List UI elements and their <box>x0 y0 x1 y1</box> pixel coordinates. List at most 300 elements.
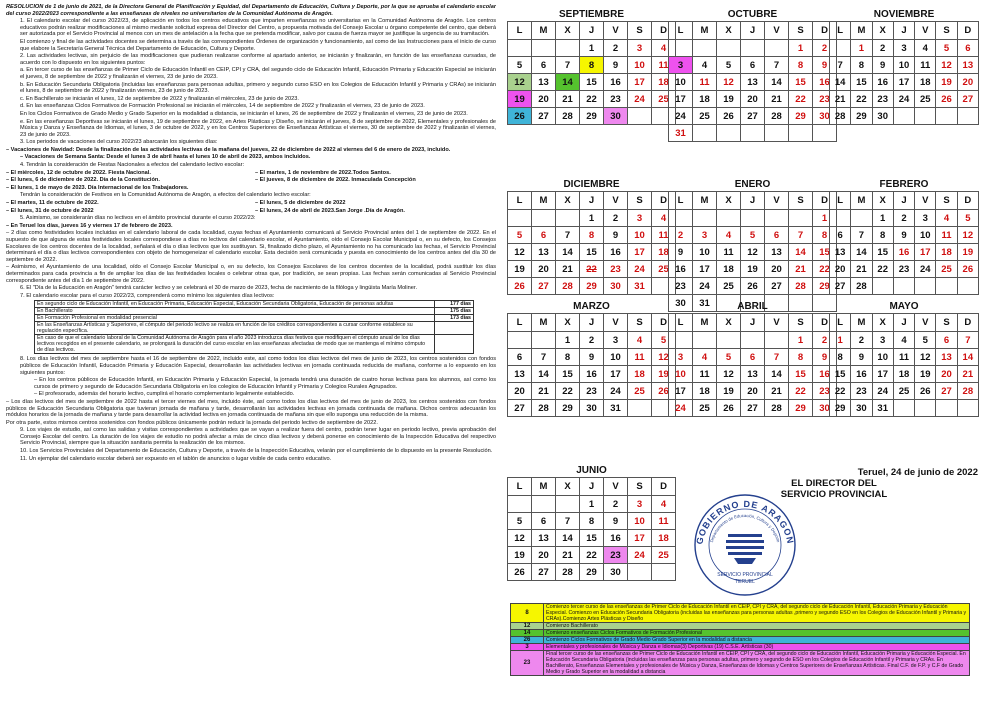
day-cell: 22 <box>789 383 813 400</box>
fiesta-1: – El miércoles, 12 de octubre de 2022. Fiesta Nacional. <box>6 169 151 176</box>
day-cell: 17 <box>628 244 652 261</box>
lective-row-text: En Formación Profesional en modalidad presencial <box>35 315 435 322</box>
day-cell: 19 <box>508 547 532 564</box>
lective-row <box>35 315 474 322</box>
day-cell: 19 <box>652 366 676 383</box>
weekday-header: J <box>580 478 604 496</box>
day-cell: 5 <box>508 227 532 244</box>
weekday-header: X <box>556 478 580 496</box>
month-title: DICIEMBRE <box>563 179 620 190</box>
day-cell: 4 <box>693 57 717 74</box>
day-cell: 15 <box>830 366 851 383</box>
month-title: MARZO <box>573 301 610 312</box>
month-title: ENERO <box>734 179 771 190</box>
empty-cell <box>717 125 741 142</box>
day-cell: 3 <box>893 40 914 57</box>
day-cell: 31 <box>872 400 893 417</box>
day-cell: 17 <box>872 366 893 383</box>
weekday-header: J <box>741 192 765 210</box>
day-cell: 22 <box>580 91 604 108</box>
day-cell: 4 <box>652 496 676 513</box>
day-cell: 2 <box>872 40 893 57</box>
day-cell: 17 <box>915 244 936 261</box>
day-cell: 8 <box>580 227 604 244</box>
day-cell: 13 <box>741 74 765 91</box>
day-cell: 16 <box>669 261 693 278</box>
empty-cell <box>765 40 789 57</box>
day-cell: 13 <box>532 530 556 547</box>
day-cell: 11 <box>693 74 717 91</box>
para-8a: – En los centros públicos de Educación Infantil, en Educación Primaria y Educación Especial, la jornada tendrá una duración de cuatro horas lectivas para los alumnos, así como los cursos de primero y segundo de Educación Secundaria Obligatoria en los colegios de Educación Infantil y Primaria y Colegios Rurales Agrupados. <box>34 377 496 390</box>
day-cell: 30 <box>669 295 693 312</box>
day-cell: 6 <box>765 227 789 244</box>
day-cell: 11 <box>652 513 676 530</box>
day-cell: 6 <box>532 227 556 244</box>
legend-text: Comienzo Ciclos Formativos de Grado Medio Grado Superior en la modalidad a distancia <box>544 637 970 644</box>
day-cell: 25 <box>652 91 676 108</box>
para-2c: c. En Bachillerato se iniciarán el lunes, 12 de septiembre de 2022 y finalizarán el miércoles, 23 de junio de 2023. <box>20 95 299 102</box>
day-cell: 27 <box>765 278 789 295</box>
day-cell: 6 <box>532 57 556 74</box>
weekday-header: M <box>693 314 717 332</box>
fiesta-5: – El lunes, 1 de mayo de 2023. Día Internacional de los Trabajadores. <box>6 184 189 191</box>
day-cell: 5 <box>508 57 532 74</box>
sign-date: Teruel, 24 de junio de 2022 <box>857 467 978 478</box>
day-cell: 14 <box>789 244 813 261</box>
day-cell: 15 <box>580 530 604 547</box>
day-cell: 16 <box>604 244 628 261</box>
day-cell: 20 <box>532 547 556 564</box>
day-cell: 27 <box>532 278 556 295</box>
legend-row <box>511 637 970 644</box>
day-cell: 1 <box>789 332 813 349</box>
lective-row-text: En segundo ciclo de Educación Infantil, en Educación Primaria, Educación Especial, Educación Secundaria Obligatoria, Educación de personas adultas <box>35 301 435 308</box>
weekday-header: V <box>915 192 936 210</box>
lective-row-text: En Bachillerato <box>35 308 435 315</box>
month-abril <box>668 300 837 417</box>
day-cell: 25 <box>717 278 741 295</box>
day-cell: 26 <box>741 278 765 295</box>
day-cell: 7 <box>765 57 789 74</box>
day-cell: 21 <box>830 91 851 108</box>
day-cell: 4 <box>652 210 676 227</box>
day-cell: 6 <box>957 40 978 57</box>
lective-row-days: 173 días <box>435 315 474 322</box>
empty-cell <box>508 332 532 349</box>
day-cell: 24 <box>604 383 628 400</box>
day-cell: 9 <box>813 57 837 74</box>
day-cell: 13 <box>741 366 765 383</box>
festivo-3: – El lunes, 31 de octubre de 2022 <box>6 207 94 214</box>
day-cell: 14 <box>765 366 789 383</box>
weekday-header: L <box>669 22 693 40</box>
day-cell: 26 <box>508 564 532 581</box>
day-cell: 18 <box>693 383 717 400</box>
day-cell: 21 <box>765 91 789 108</box>
weekday-header: J <box>580 22 604 40</box>
legend-swatch: 8 <box>511 604 544 623</box>
day-cell: 24 <box>669 108 693 125</box>
day-cell: 16 <box>872 74 893 91</box>
weekday-header: L <box>830 314 851 332</box>
day-cell: 1 <box>580 40 604 57</box>
day-cell: 20 <box>957 74 978 91</box>
day-cell: 2 <box>604 210 628 227</box>
day-cell: 12 <box>717 74 741 91</box>
day-cell: 28 <box>851 278 872 295</box>
empty-cell <box>693 125 717 142</box>
resolution-text <box>6 4 496 702</box>
weekday-header: M <box>851 314 872 332</box>
day-cell: 16 <box>604 74 628 91</box>
para-9: 9. Los viajes de estudio, así como las salidas y visitas correspondientes a actividades que se vayan a realizar fuera del centro, podrán tener lugar en periodo lectivo, previa aprobación del Consejo Escolar del centro. La duración de los viajes de estudio no podrá afectar a más de cinco días lectivos y deberá ponerse en conocimiento de la Inspección Educativa del respectivo Servicio Provincial, siempre que la situación sanitaria permita la realización de los mismos. <box>20 427 496 447</box>
day-cell: 27 <box>936 383 957 400</box>
para-2a: a. En tercer curso de las enseñanzas de Primer Ciclo de Educación Infantil en CEIP, CPI y CRA, del segundo ciclo de Educación Infantil, Educación Primaria y Educación Especial se iniciarán el jueves, 8 de septiembre de 2022 y finalizarán el viernes, 23 de junio de 2023. <box>20 67 496 80</box>
month-diciembre <box>507 178 676 295</box>
day-cell: 28 <box>830 108 851 125</box>
weekday-header: D <box>957 192 978 210</box>
day-cell: 26 <box>508 108 532 125</box>
empty-cell <box>830 40 851 57</box>
para-5c: – Asimismo, el Ayuntamiento de una localidad, oído el Consejo Escolar Municipal o, en su defecto, los Consejos Escolares de los centros docentes de la localidad, podrá sustituir los días determinados para cada provincia a fin de ampliar los días de las festividades locales o celebrar otras que, por tradición, se sean propias. Las fechas serán comunicadas al Servicio Provincial correspondiente antes del día 1 de septiembre de 2022. <box>6 264 496 284</box>
day-cell: 3 <box>693 227 717 244</box>
weekday-header: X <box>872 22 893 40</box>
day-cell: 2 <box>580 332 604 349</box>
empty-cell <box>915 278 936 295</box>
empty-cell <box>532 40 556 57</box>
weekday-header: V <box>604 22 628 40</box>
para-2f: e. En las enseñanzas Deportivas se iniciarán el lunes, 19 de septiembre de 2022, en Artes Plásticas y Diseño, se iniciarán el jueves, 8 de septiembre de 2022, Elementales y profesionales de Música y Danza y Enseñanza de Idiomas, el lunes, 3 de octubre de 2022, y en los Centros Superiores de Enseñanzas Artísticas el viernes, 30 de septiembre de 2022 y finalizarán el viernes, 23 de junio de 2023. <box>20 118 496 138</box>
day-cell: 14 <box>556 244 580 261</box>
weekday-header: D <box>652 192 676 210</box>
day-cell: 10 <box>669 74 693 91</box>
empty-cell <box>508 496 532 513</box>
weekday-header: L <box>508 478 532 496</box>
empty-cell <box>936 108 957 125</box>
day-cell: 11 <box>628 349 652 366</box>
day-cell: 11 <box>936 227 957 244</box>
empty-cell <box>669 40 693 57</box>
weekday-header: J <box>580 314 604 332</box>
day-cell: 24 <box>628 547 652 564</box>
legend-text: Comienzo tercer curso de las enseñanzas de Primer Ciclo de Educación Infantil en CEIP, CPI y CRA, del segundo ciclo de Educación Infantil, Educación Primaria y Educación Especial. Comienzo en Educación Secundaria Obligatoria (incluidas las enseñanzas para personas adultas ,primero y segundo ESO en los Colegios de Educación Infantil y Primaria y CRAs).Comienzo Artes Plásticas y Diseño <box>544 604 970 623</box>
empty-cell <box>893 108 914 125</box>
day-cell: 25 <box>652 261 676 278</box>
day-cell: 14 <box>765 74 789 91</box>
day-cell: 8 <box>580 513 604 530</box>
weekday-header: S <box>936 314 957 332</box>
day-cell: 26 <box>508 278 532 295</box>
day-cell: 17 <box>604 366 628 383</box>
day-cell: 13 <box>532 244 556 261</box>
empty-cell <box>652 564 676 581</box>
day-cell: 22 <box>580 547 604 564</box>
day-cell: 15 <box>813 244 837 261</box>
day-cell: 30 <box>580 400 604 417</box>
official-seal <box>690 490 800 600</box>
day-cell: 15 <box>789 74 813 91</box>
festivo-4: – El lunes, 24 de abril de 2023.San Jorge .Día de Aragón. <box>255 207 405 214</box>
month-febrero <box>829 178 979 295</box>
month-title: ABRIL <box>737 301 768 312</box>
empty-cell <box>508 210 532 227</box>
day-cell: 27 <box>508 400 532 417</box>
day-cell: 22 <box>872 261 893 278</box>
day-cell: 7 <box>851 227 872 244</box>
day-cell: 10 <box>693 244 717 261</box>
day-cell: 22 <box>813 261 837 278</box>
lective-row-days <box>435 322 474 335</box>
day-cell: 23 <box>851 383 872 400</box>
weekday-header: S <box>628 314 652 332</box>
day-cell: 21 <box>789 261 813 278</box>
fiesta-2: – El martes, 1 de noviembre de 2022.Todos Santos. <box>255 169 391 176</box>
legend-row <box>511 644 970 651</box>
empty-cell <box>765 332 789 349</box>
day-cell: 25 <box>628 383 652 400</box>
legend-row <box>511 630 970 637</box>
weekday-header: S <box>936 22 957 40</box>
day-cell: 5 <box>717 57 741 74</box>
day-cell: 26 <box>957 261 978 278</box>
day-cell: 7 <box>957 332 978 349</box>
weekday-header: X <box>717 314 741 332</box>
day-cell: 29 <box>580 108 604 125</box>
day-cell: 25 <box>652 547 676 564</box>
day-cell: 2 <box>604 40 628 57</box>
day-cell: 21 <box>957 366 978 383</box>
weekday-header: L <box>508 22 532 40</box>
para-8: 8. Los días lectivos del mes de septiembre hasta el 16 de septiembre de 2022, incluido este, así como todos los días lectivos del mes de junio de 2023, los centros sostenidos con fondos públicos de Educación Infantil, Educación Primaria y Educación Especial, desarrollarán las actividades lectivas en jornada continuada reducida de mañana, conforme a lo expuesto en los siguientes puntos: <box>20 356 496 376</box>
para-5: 5. Asimismo, se considerarán días no lectivos en el ámbito provincial durante el curso 2022/23: <box>20 215 256 222</box>
day-cell: 19 <box>936 74 957 91</box>
day-cell: 2 <box>813 40 837 57</box>
day-cell: 17 <box>628 74 652 91</box>
day-cell: 20 <box>532 261 556 278</box>
day-cell: 20 <box>532 91 556 108</box>
day-cell: 16 <box>813 74 837 91</box>
month-title: MAYO <box>889 301 919 312</box>
day-cell: 24 <box>628 261 652 278</box>
empty-cell <box>717 210 741 227</box>
empty-cell <box>628 564 652 581</box>
legend-text: Final tercer curso de las enseñanzas de Primer Ciclo de Educación Infantil en CEIP, CPI y CRA, del segundo ciclo de Educación Infantil, Educación Primaria y Educación Especial. En Educación Secundaria Obligatoria (incluidas las enseñanzas para personas adultas, primero y segundo de ESO en los Colegios de Educación Infantil y Primaria y CRAs. En Bachillerato, Enseñanzas Elementales y profesionales de Música y Danza, Enseñanzas de Idiomas y Centros Superiores de Enseñanzas Artísticas. Final C.F. de F.P. y C.F de Grado Medio y Grado Superior en la modalidad a distancia <box>544 651 970 676</box>
day-cell: 1 <box>580 496 604 513</box>
seal-top-text: GOBIERNO DE ARAGON <box>694 498 796 546</box>
empty-cell <box>717 40 741 57</box>
day-cell: 21 <box>765 383 789 400</box>
lective-row <box>35 308 474 315</box>
day-cell: 4 <box>628 332 652 349</box>
legend-swatch: 26 <box>511 637 544 644</box>
day-cell: 9 <box>813 349 837 366</box>
weekday-header: S <box>628 478 652 496</box>
day-cell: 28 <box>556 564 580 581</box>
day-cell: 31 <box>628 278 652 295</box>
day-cell: 24 <box>893 91 914 108</box>
empty-cell <box>628 400 652 417</box>
para-11: 11. Un ejemplar del calendario escolar deberá ser expuesto en el tablón de anuncios o lugar visible de cada centro educativo. <box>20 455 332 462</box>
day-cell: 9 <box>893 227 914 244</box>
weekday-header: J <box>741 22 765 40</box>
day-cell: 9 <box>580 349 604 366</box>
day-cell: 23 <box>604 91 628 108</box>
day-cell: 2 <box>851 332 872 349</box>
day-cell: 23 <box>580 383 604 400</box>
weekday-header: J <box>893 192 914 210</box>
day-cell: 8 <box>789 349 813 366</box>
day-cell: 19 <box>508 261 532 278</box>
day-cell: 30 <box>872 108 893 125</box>
day-cell: 18 <box>628 366 652 383</box>
day-cell: 16 <box>893 244 914 261</box>
day-cell: 26 <box>717 108 741 125</box>
para-4b: Tendrán la consideración de Festivos en la Comunidad Autónoma de Aragón, a efectos del calendario lectivo escolar: <box>20 192 311 199</box>
legend-text: Comienzo enseñanzas Ciclos Formativos de Formación Profesional <box>544 630 970 637</box>
day-cell: 6 <box>741 57 765 74</box>
weekday-header: M <box>532 314 556 332</box>
para-2b: b. En Educación Secundaria Obligatoria (incluidas las enseñanzas para personas adultas, primero y segundo curso ESO en los Colegios de Educación Infantil y Primaria y CRAs) se iniciarán el lunes, 8 de septiembre de 2022 y finalizarán viernes, 23 de junio de 2023. <box>20 81 496 95</box>
legend-text: Elementales y profesionales de Música y Danza e Idiomas(3) Deportivas (19) C.S.E. Artísticas (30) <box>544 644 970 651</box>
weekday-header: V <box>915 22 936 40</box>
empty-cell <box>628 108 652 125</box>
day-cell: 7 <box>532 349 556 366</box>
para-1: 1. El calendario escolar del curso 2022/23, de aplicación en todos los centros educativos que imparten enseñanzas no universitarias en la Comunidad Autónoma de Aragón. Los centros educativos podrán realizar modificaciones al mismo mediante solicitud expresa del Director del Centro, a propuesta motivada del Consejo Escolar u órgano competente del centro, que deberá ser autorizada por el Servicio Provincial al menos con un mes de antelación a la fecha que se pretenda modificar, salvo por causa de fuerza mayor se justifique la urgencia de su tramitación. <box>20 18 496 38</box>
empty-cell <box>765 125 789 142</box>
day-cell: 28 <box>789 278 813 295</box>
day-cell: 29 <box>789 400 813 417</box>
empty-cell <box>830 210 851 227</box>
para-8b: – El profesorado, además del horario lectivo, cumplirá el horario complementario legalmente establecido. <box>34 391 295 398</box>
day-cell: 15 <box>580 244 604 261</box>
weekday-header: V <box>765 22 789 40</box>
day-cell: 4 <box>936 210 957 227</box>
day-cell: 3 <box>628 496 652 513</box>
day-cell: 6 <box>741 349 765 366</box>
day-cell: 1 <box>580 210 604 227</box>
legend-swatch: 14 <box>511 630 544 637</box>
empty-cell <box>957 278 978 295</box>
weekday-header: V <box>604 478 628 496</box>
empty-cell <box>893 400 914 417</box>
para-2e: En los Ciclos Formativos de Grado Medio y Grado Superior en la modalidad a distancia, se iniciarán el lunes, 26 de septiembre de 2022 y finalizarán el viernes, 23 de junio de 2023. <box>20 110 468 117</box>
day-cell: 30 <box>604 278 628 295</box>
day-cell: 9 <box>851 349 872 366</box>
day-cell: 13 <box>957 57 978 74</box>
day-cell: 26 <box>717 400 741 417</box>
day-cell: 9 <box>669 244 693 261</box>
day-cell: 22 <box>851 91 872 108</box>
para-3b: – Vacaciones de Semana Santa: Desde el lunes 3 de abril hasta el lunes 10 de abril de 2023, ambos incluidos. <box>20 154 311 161</box>
legend-swatch: 23 <box>511 651 544 676</box>
day-cell: 6 <box>830 227 851 244</box>
day-cell: 11 <box>652 57 676 74</box>
empty-cell <box>669 210 693 227</box>
festivo-1: – El martes, 11 de octubre de 2022. <box>6 200 99 207</box>
empty-cell <box>765 210 789 227</box>
day-cell: 28 <box>765 108 789 125</box>
day-cell: 21 <box>556 261 580 278</box>
fiesta-3: – El lunes, 6 de diciembre de 2022. Día de la Constitución. <box>6 177 160 184</box>
day-cell: 18 <box>652 74 676 91</box>
empty-cell <box>556 40 580 57</box>
empty-cell <box>741 332 765 349</box>
weekday-header: J <box>741 314 765 332</box>
weekday-header: M <box>851 192 872 210</box>
day-cell: 5 <box>915 332 936 349</box>
month-title: OCTUBRE <box>727 9 778 20</box>
month-title: NOVIEMBRE <box>873 9 935 20</box>
sign-title-2: SERVICIO PROVINCIAL <box>780 489 888 500</box>
para-5b: – 2 días como festividades locales incluidas en el calendario laboral de cada localidad, cuyas fechas el Ayuntamiento comunicará al Servicio Provincial antes del 1 de septiembre de 2022. En el supuesto de que alguna de estas festividades locales correspondiese a días no lectivos del calendario escolar, el Ayuntamiento, oído el Consejo Escolar Municipal o, en su defecto, los Consejos Escolares de los centros docentes de la localidad, señalará el día o días lectivos que los sustituyan. Si, finalizado dicho plazo, el Ayuntamiento no ha comunicado las fechas, el Servicio Provincial determinará el día o días lectivos correspondientes con objeto de homogeneizar el calendario escolar. Esta decisión será comunicada y puesta en conocimiento de los centros antes del día 30 de septiembre de 2022. <box>6 230 496 263</box>
day-cell: 22 <box>580 261 604 278</box>
para-3a: – Vacaciones de Navidad: Desde la finalización de las actividades lectivas de la mañana del jueves, 22 de diciembre de 2022 al viernes del 6 de enero de 2023, incluido. <box>6 146 451 153</box>
weekday-header: X <box>872 314 893 332</box>
day-cell: 6 <box>532 513 556 530</box>
empty-cell <box>851 210 872 227</box>
empty-cell <box>936 278 957 295</box>
day-cell: 27 <box>741 108 765 125</box>
sign-title-1: EL DIRECTOR DEL <box>791 478 877 489</box>
empty-cell <box>556 210 580 227</box>
weekday-header: M <box>532 478 556 496</box>
day-cell: 9 <box>604 513 628 530</box>
day-cell: 13 <box>532 74 556 91</box>
day-cell: 23 <box>669 278 693 295</box>
day-cell: 3 <box>915 210 936 227</box>
seal-bottom-1: SERVICIO PROVINCIAL <box>717 572 773 578</box>
day-cell: 28 <box>556 108 580 125</box>
day-cell: 12 <box>915 349 936 366</box>
day-cell: 1 <box>830 332 851 349</box>
day-cell: 23 <box>604 261 628 278</box>
month-septiembre <box>507 8 676 125</box>
day-cell: 31 <box>604 400 628 417</box>
day-cell: 8 <box>789 57 813 74</box>
empty-cell <box>532 332 556 349</box>
empty-cell <box>717 332 741 349</box>
day-cell: 3 <box>669 57 693 74</box>
day-cell: 22 <box>556 383 580 400</box>
empty-cell <box>957 108 978 125</box>
day-cell: 15 <box>580 74 604 91</box>
weekday-header: M <box>693 22 717 40</box>
month-title: FEBRERO <box>879 179 929 190</box>
weekday-header: S <box>789 314 813 332</box>
day-cell: 12 <box>508 244 532 261</box>
day-cell: 7 <box>556 227 580 244</box>
day-cell: 25 <box>893 383 914 400</box>
day-cell: 10 <box>893 57 914 74</box>
day-cell: 1 <box>851 40 872 57</box>
day-cell: 14 <box>957 349 978 366</box>
weekday-header: J <box>893 22 914 40</box>
weekday-header: L <box>830 192 851 210</box>
day-cell: 15 <box>851 74 872 91</box>
day-cell: 22 <box>830 383 851 400</box>
day-cell: 12 <box>508 74 532 91</box>
para-6: 6. El "Día de la Educación en Aragón" tendrá carácter lectivo y se celebrará el 30 de marzo de 2023, fecha de nacimiento de la filóloga y lingüista María Moliner. <box>20 285 418 292</box>
day-cell: 20 <box>936 366 957 383</box>
day-cell: 18 <box>652 244 676 261</box>
day-cell: 30 <box>813 400 837 417</box>
day-cell: 27 <box>957 91 978 108</box>
day-cell: 2 <box>669 227 693 244</box>
day-cell: 23 <box>604 547 628 564</box>
day-cell: 29 <box>789 108 813 125</box>
day-cell: 28 <box>957 383 978 400</box>
day-cell: 25 <box>936 261 957 278</box>
